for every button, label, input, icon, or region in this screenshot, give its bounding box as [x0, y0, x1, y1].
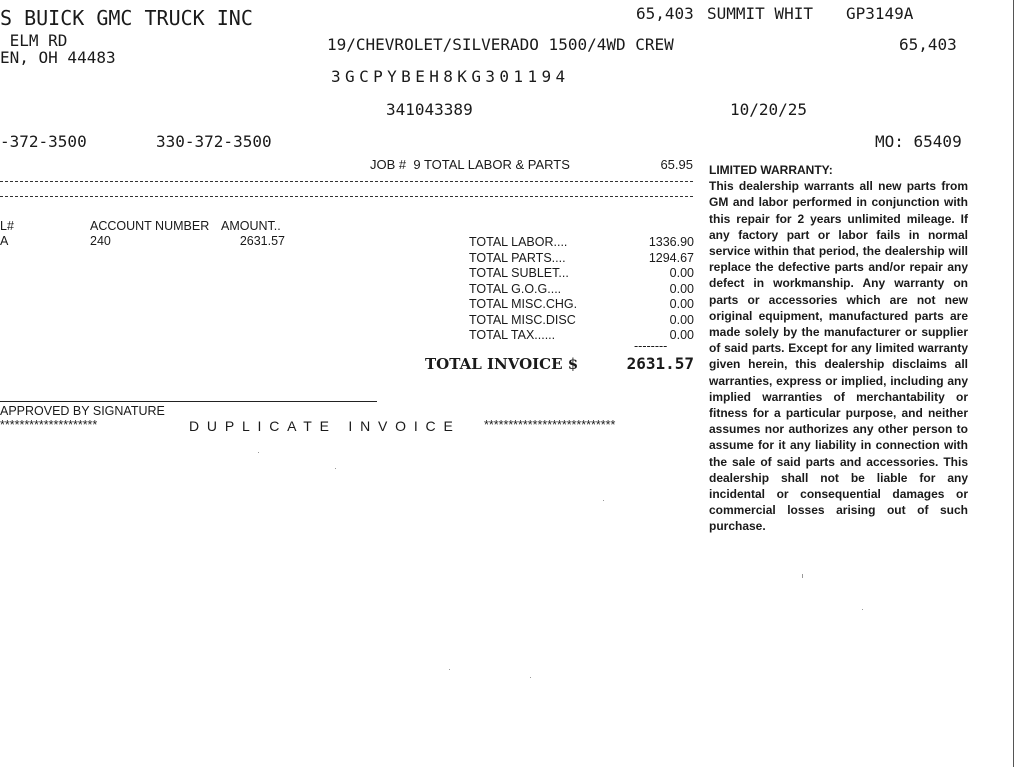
- totals-label: TOTAL MISC.CHG.: [469, 297, 578, 311]
- stock-number: GP3149A: [846, 4, 914, 23]
- scan-speck: [862, 609, 863, 610]
- scan-speck: [530, 677, 531, 678]
- dealer-phone-1: -372-3500: [0, 132, 87, 151]
- dashed-divider-top: [0, 181, 693, 182]
- account-header-line: L#: [0, 219, 14, 233]
- signature-line: [0, 401, 377, 402]
- totals-row: [469, 282, 694, 298]
- totals-row: [469, 313, 694, 329]
- scan-speck: [335, 468, 336, 469]
- vin-number: 3GCPYBEH8KG301194: [331, 67, 570, 86]
- totals-value: 0.00: [669, 281, 694, 296]
- job-summary-amount: 65.95: [660, 157, 693, 172]
- warranty-title: LIMITED WARRANTY:: [709, 163, 833, 177]
- totals-value: 1294.67: [648, 250, 694, 265]
- invoice-date: 10/20/25: [730, 100, 808, 119]
- grand-total-label: TOTAL INVOICE $: [425, 355, 579, 373]
- account-value-number: 240: [90, 234, 111, 248]
- totals-value: 0.00: [669, 266, 694, 280]
- scan-speck: [802, 574, 803, 578]
- totals-value: 0.00: [669, 328, 694, 342]
- totals-label: TOTAL G.O.G....: [469, 281, 562, 296]
- account-header-number: ACCOUNT NUMBER: [90, 219, 210, 233]
- dealer-address-line-1: ELM RD: [0, 31, 68, 50]
- account-value-amount: 2631.57: [239, 234, 285, 248]
- grand-total-value: 2631.57: [626, 354, 694, 373]
- totals-row: [469, 266, 694, 282]
- stars-left: ********************: [0, 418, 98, 432]
- totals-value: 1336.90: [648, 235, 694, 249]
- scan-speck: [258, 452, 259, 453]
- duplicate-invoice-label: DUPLICATE INVOICE: [189, 418, 461, 434]
- repair-order-number: 341043389: [386, 100, 473, 119]
- vehicle-description: 19/CHEVROLET/SILVERADO 1500/4WD CREW: [327, 35, 674, 54]
- dealer-phone-2: 330-372-3500: [156, 132, 272, 151]
- totals-underline: --------: [634, 339, 668, 353]
- totals-label: TOTAL MISC.DISC: [469, 312, 576, 327]
- totals-row: [469, 297, 694, 313]
- totals-table: [469, 235, 694, 344]
- scan-speck: [603, 500, 604, 501]
- totals-label: TOTAL SUBLET...: [469, 266, 569, 280]
- limited-warranty-block: [709, 162, 968, 535]
- dashed-divider-bottom: [0, 196, 693, 197]
- mileage-out: 65,403: [899, 35, 957, 54]
- account-value-line: A: [0, 234, 9, 248]
- totals-label: TOTAL LABOR....: [469, 235, 568, 249]
- totals-value: 0.00: [669, 312, 694, 327]
- vehicle-color: SUMMIT WHIT: [707, 4, 813, 23]
- page-edge-line: [1013, 0, 1014, 767]
- stars-right: ***************************: [484, 418, 616, 432]
- scan-speck: [449, 669, 450, 670]
- totals-row: [469, 251, 694, 267]
- warranty-body: This dealership warrants all new parts from GM and labor performed in conjunction with this repair for 2 years unlimited mileage. If any factory part or labor fails in normal service within that period, the dealership will replace the defective parts and/or repair any defect in workmanship. Any warranty on parts or accessories which are not new original equipment, manufactured parts are made solely by the manufacturer or supplier of said parts. Except for any limited warranty given herein, this dealership disclaims all warranties, express or implied, including any implied warranties of merchantability or fitness for a particular purpose, and neither assumes nor authorizes any other person to assume for it any liability in connection with the sale of said parts and accessories. This dealership shall not be liable for any incidental or consequential damages or commercial losses arising out of such purchase.: [709, 179, 968, 534]
- vehicle-mileage: 65,403: [636, 4, 694, 23]
- dealer-address-line-2: EN, OH 44483: [0, 48, 116, 67]
- dealer-name: S BUICK GMC TRUCK INC: [0, 6, 253, 30]
- totals-label: TOTAL TAX......: [469, 328, 556, 342]
- totals-label: TOTAL PARTS....: [469, 250, 566, 265]
- job-summary-label: JOB # 9 TOTAL LABOR & PARTS: [370, 157, 570, 172]
- mo-number: MO: 65409: [875, 132, 962, 151]
- totals-value: 0.00: [669, 297, 694, 311]
- account-header-amount: AMOUNT..: [221, 219, 281, 233]
- totals-row: [469, 235, 694, 251]
- signature-label: APPROVED BY SIGNATURE: [0, 404, 165, 418]
